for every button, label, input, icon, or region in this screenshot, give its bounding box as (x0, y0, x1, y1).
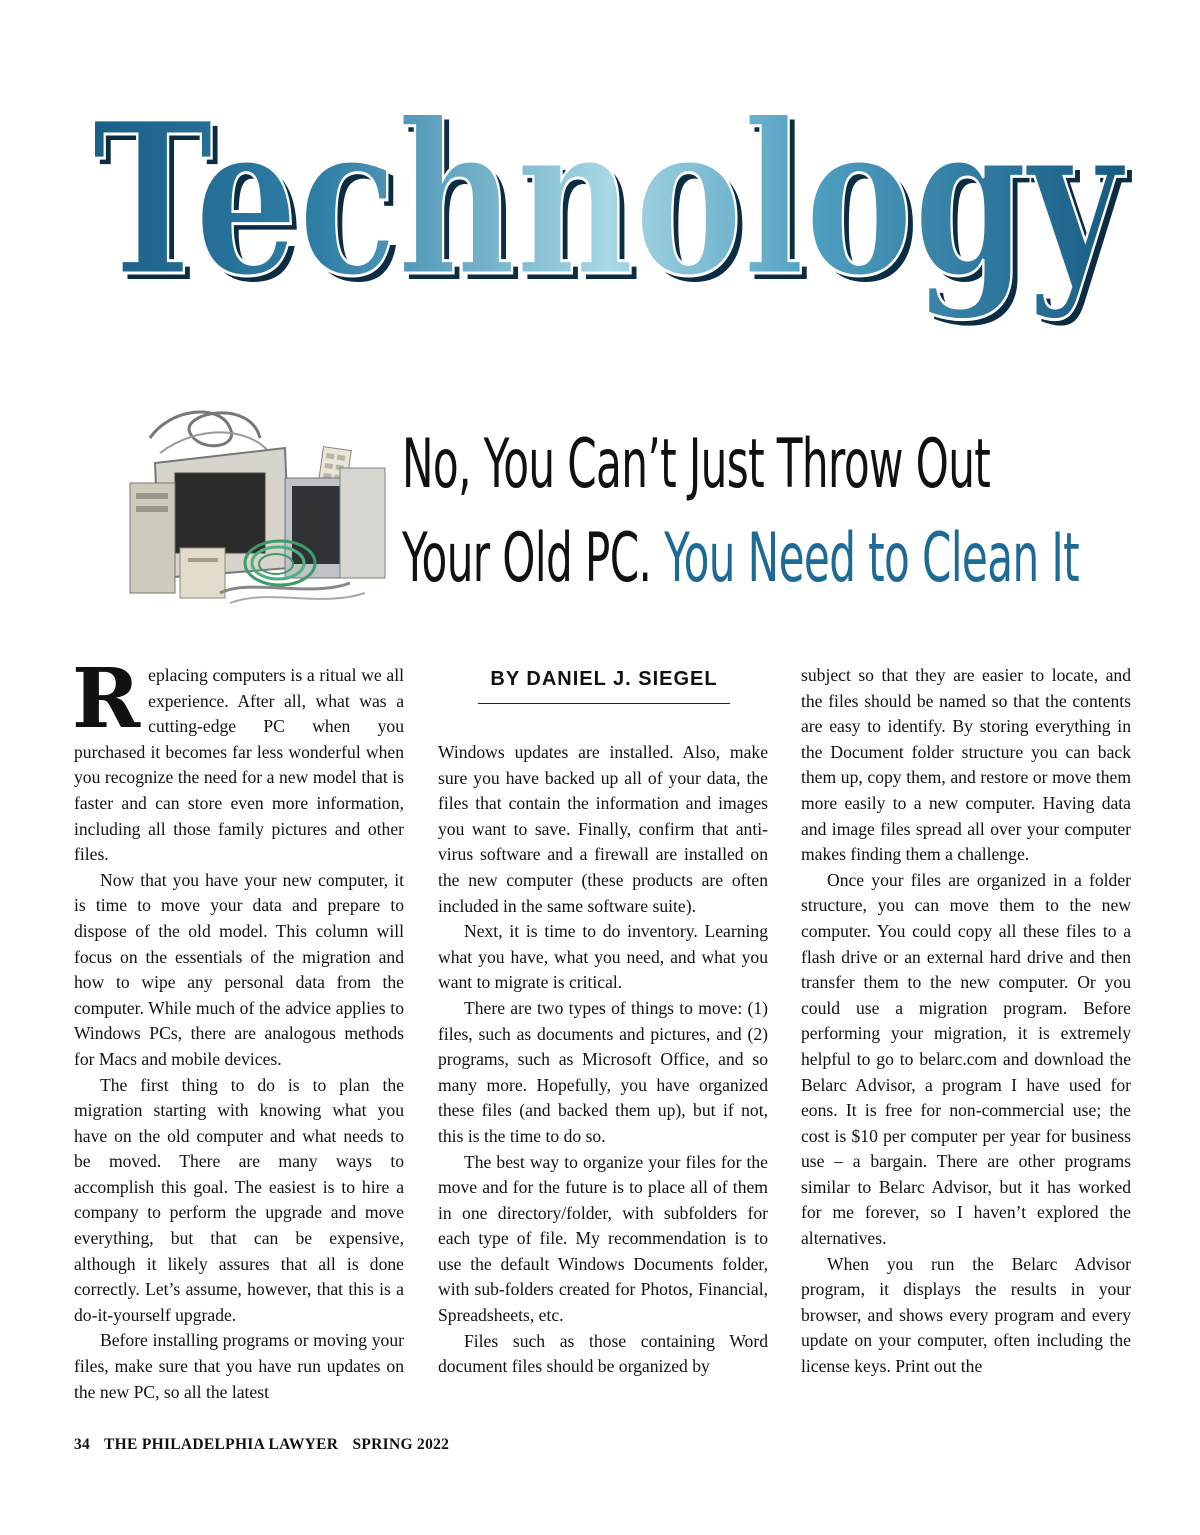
paragraph: When you run the Belarc Advisor program, it displays the results in your browser, and shows every program and every update on your computer, often including the license keys. Print out the (801, 1253, 1131, 1377)
article-column-1 (72, 651, 404, 1405)
page-footer (74, 1436, 449, 1454)
paragraph: Once your files are organized in a folder structure, you can move them to the new computer. You could copy all these files to a flash drive or an external hard drive and then transfer them to the new computer. Or you could use a migration program. Before performing your migration, it is extremely helpful to go to belarc.com and download the Belarc Advisor, a program I have used for eons. It is free for non-commercial use; the cost is $10 per computer per year for business use – a bargain. There are other programs similar to Belarc Advisor, but it has worked for me forever, so I haven’t explored the alternatives. (801, 869, 1131, 1249)
headline-line-2 (402, 512, 1165, 606)
paragraph: Files such as those containing Word document files should be organized by (438, 1330, 768, 1377)
byline: BY DANIEL J. SIEGEL (478, 668, 730, 704)
article-headline (402, 418, 1080, 606)
paragraph: Windows updates are installed. Also, make sure you have backed up all of your data, the files that contain the information and images you want to save. Finally, confirm that anti-virus software and a firewall are installed on the new computer (these products are often included in the same software suite). (438, 742, 768, 916)
article-column-3 (801, 663, 1131, 1380)
paragraph: The best way to organize your files for the move and for the future is to place all of them in one directory/folder, with subfolders for each type of file. My recommendation is to use the default Windows Documents folder, with sub-folders created for Photos, Financial, Spreadsheets, etc. (438, 1151, 768, 1326)
section-title-shadow: Technology (98, 82, 1133, 329)
issue-date: SPRING 2022 (352, 1436, 450, 1453)
section-title (0, 55, 1200, 355)
paragraph: Next, it is time to do inventory. Learning what you have, what you need, and what you want to migrate is critical. (438, 921, 768, 993)
paragraph: subject so that they are easier to locate, and the files should be named so that the contents are easy to identify. By storing everything in the Document folder structure you can back them up, copy them, and restore or move them more easily to a new computer. Having data and image files spread all over your computer makes finding them a challenge. (801, 665, 1131, 865)
paragraph: Before installing programs or moving your files, make sure that you have run updates on the new PC, so all the latest (74, 1330, 404, 1402)
paragraph: Now that you have your new computer, it is time to move your data and prepare to dispose of the old model. This column will focus on the essentials of the migration and how to wipe any personal data from the computer. While much of the advice applies to Windows PCs, there are analogous methods for Macs and mobile devices. (74, 869, 404, 1069)
section-title-graphic (0, 55, 1200, 355)
paragraph: There are two types of things to move: (1) files, such as documents and pictures, and (2) programs, such as Microsoft Office, and so many more. Hopefully, you have organized these files (and backed them up), but if not, this is the time to do so. (438, 997, 768, 1146)
headline-line-2-plain: Your Old PC. (402, 519, 652, 598)
paragraph (72, 651, 404, 868)
page-number: 34 (74, 1436, 91, 1453)
old-computers-pile-photo (110, 398, 395, 608)
headline-line-1: No, You Can’t Just Throw Out (402, 425, 991, 504)
paragraph: The first thing to do is to plan the migration starting with knowing what you have on the old computer and what needs to be moved. There are many ways to accomplish this goal. The easiest is to hire a company to perform the upgrade and move everything, but that can be expensive, although it likely assures that all is done correctly. Let’s assume, however, that this is a do-it-yourself upgrade. (74, 1074, 404, 1325)
publication-name: THE PHILADELPHIA LAWYER (104, 1436, 339, 1453)
headline-line-2-accent: You Need to Clean It (664, 519, 1080, 598)
section-title-text: Technology (92, 76, 1127, 323)
drop-cap: R (72, 651, 141, 747)
paragraph-text: eplacing computers is a ritual we all experience. After all, what was a cutting-edge PC when you purchased it becomes far less wonderful when you recognize the need for a new model that is faster and can store even more information, including all those family pictures and other files. (74, 665, 404, 865)
article-column-2 (438, 740, 768, 1380)
